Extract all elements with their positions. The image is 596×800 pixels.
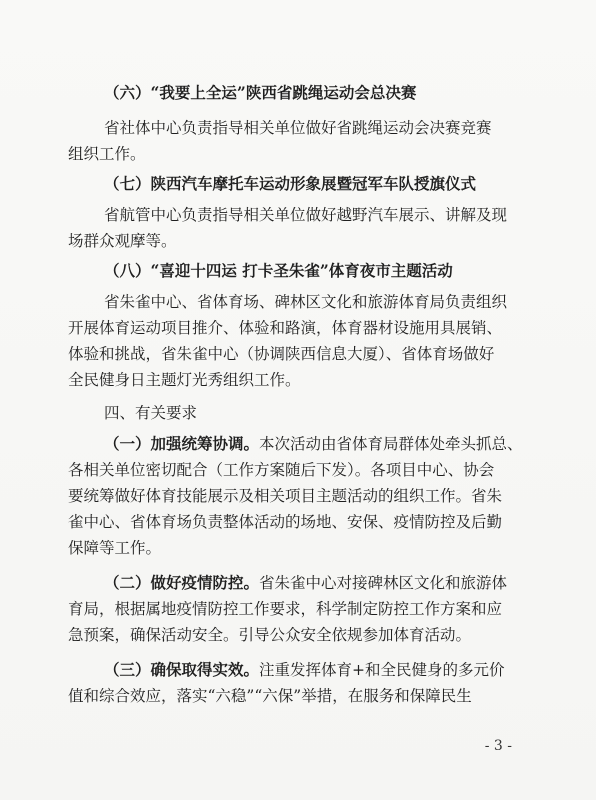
paragraph-line: 全民健身日主题灯光秀组织工作。 xyxy=(68,371,301,389)
paragraph-line xyxy=(104,433,596,455)
paragraph-line: 雀中心、省体育场负责整体活动的场地、安保、疫情防控及后勤 xyxy=(68,513,503,531)
paragraph-line: 省朱雀中心、省体育场、碑林区文化和旅游体育局负责组织 xyxy=(104,293,508,311)
section-heading-requirements: 四、有关要求 xyxy=(104,404,198,422)
paragraph-line: 省社体中心负责指导相关单位做好省跳绳运动会决赛竞赛 xyxy=(104,119,492,137)
subheading-results: （三）确保取得实效。 xyxy=(104,660,260,679)
page-number: - 3 - xyxy=(484,738,512,754)
paragraph-line xyxy=(104,572,596,594)
paragraph-line: 育局，根据属地疫情防控工作要求，科学制定防控工作方案和应 xyxy=(68,600,503,618)
section-heading-6: （六）“我要上全运”陕西省跳绳运动会总决赛 xyxy=(104,83,417,102)
paragraph-line: 场群众观摩等。 xyxy=(68,232,177,250)
paragraph-line: 开展体育运动项目推介、体验和路演，体育器材设施用具展销、 xyxy=(68,319,503,337)
paragraph-line xyxy=(104,659,596,681)
subheading-epidemic: （二）做好疫情防控。 xyxy=(104,573,260,592)
paragraph-text: 注重发挥体育+和全民健身的多元价 xyxy=(259,661,505,679)
paragraph-line: 要统筹做好体育技能展示及相关项目主题活动的组织工作。省朱 xyxy=(68,487,503,505)
paragraph-line: 值和综合效应，落实“六稳”“六保”举措，在服务和保障民生 xyxy=(68,687,472,705)
paragraph-line: 保障等工作。 xyxy=(68,539,162,557)
paragraph-line: 急预案，确保活动安全。引导公众安全依规参加体育活动。 xyxy=(68,626,472,644)
paragraph-line: 各相关单位密切配合（工作方案随后下发）。各项目中心、协会 xyxy=(68,461,495,479)
section-heading-7: （七）陕西汽车摩托车运动形象展暨冠军车队授旗仪式 xyxy=(104,174,477,193)
paragraph-text: 省朱雀中心对接碑林区文化和旅游体 xyxy=(259,574,508,592)
section-heading-8: （八）“喜迎十四运 打卡圣朱雀”体育夜市主题活动 xyxy=(104,261,453,280)
paragraph-line: 体验和挑战，省朱雀中心（协调陕西信息大厦）、省体育场做好 xyxy=(68,345,495,363)
paragraph-line: 组织工作。 xyxy=(68,145,146,163)
paragraph-line: 省航管中心负责指导相关单位做好越野汽车展示、讲解及现 xyxy=(104,206,508,224)
subheading-coordination: （一）加强统筹协调。 xyxy=(104,434,260,453)
paragraph-text: 本次活动由省体育局群体处牵头抓总、 xyxy=(259,435,523,453)
